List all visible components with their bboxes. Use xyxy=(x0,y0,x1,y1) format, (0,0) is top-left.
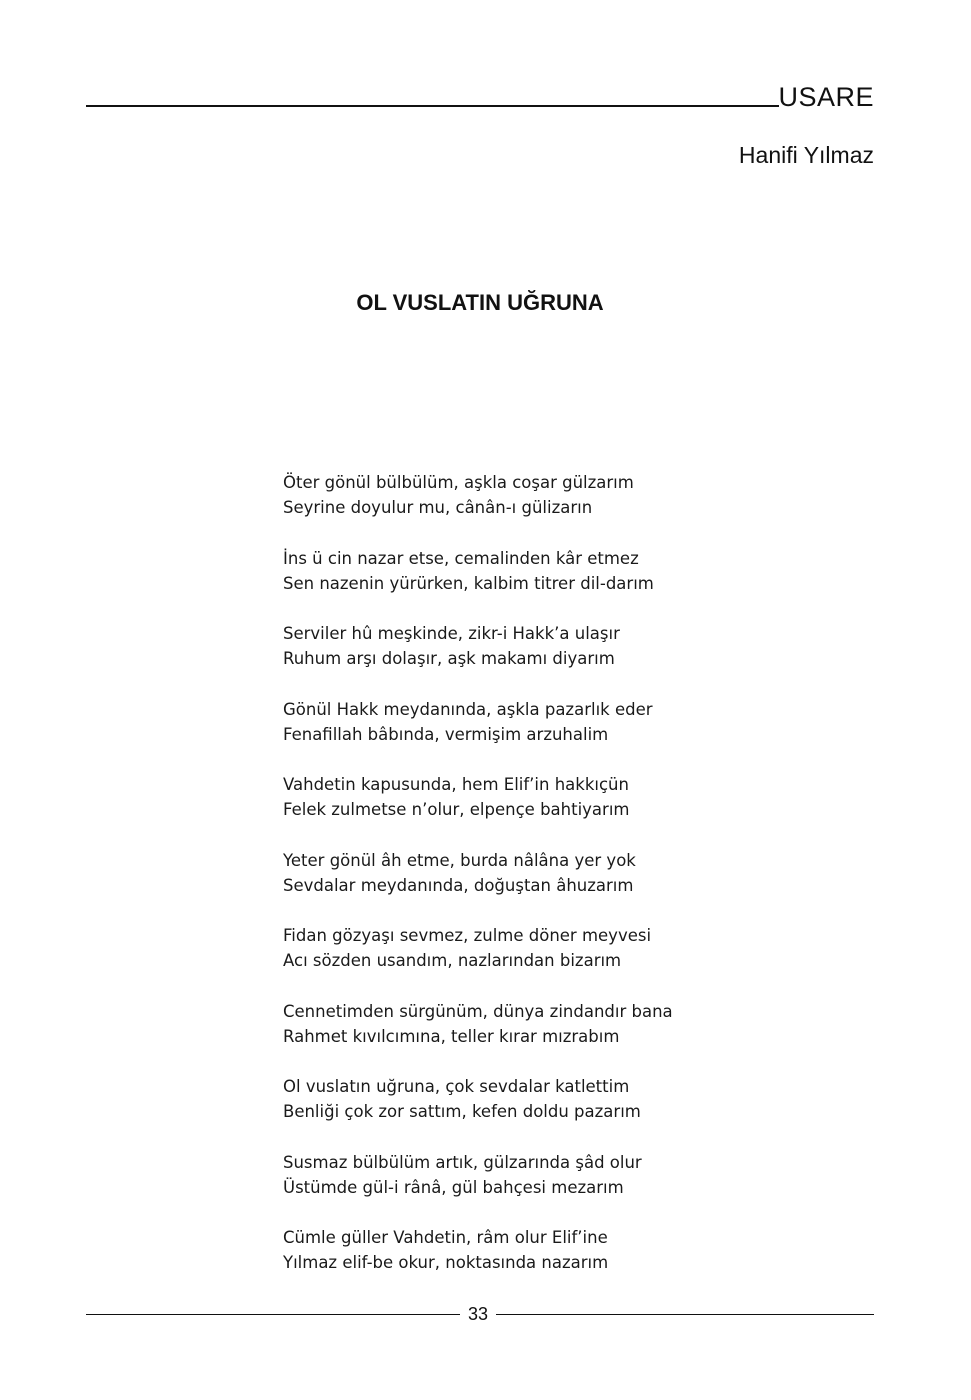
header-rule xyxy=(86,105,779,107)
stanza xyxy=(283,621,923,697)
poem-line: Rahmet kıvılcımına, teller kırar mızrabım xyxy=(283,1026,620,1046)
footer-rule-right xyxy=(496,1314,874,1315)
poem-line: Yeter gönül âh etme, burda nâlâna yer yok xyxy=(283,850,636,870)
poem-body xyxy=(283,470,923,1301)
poem-line: Gönül Hakk meydanında, aşkla pazarlık eder xyxy=(283,699,653,719)
stanza xyxy=(283,772,923,848)
poem-line: Yılmaz elif-be okur, noktasında nazarım xyxy=(283,1253,609,1272)
poem-line: Ol vuslatın uğruna, çok sevdalar katlettim xyxy=(283,1077,630,1096)
poem-title: OL VUSLATIN UĞRUNA xyxy=(356,290,604,315)
poem-line: İns ü cin nazar etse, cemalinden kâr etmez xyxy=(283,548,639,568)
poem-line: Ruhum arşı dolaşır, aşk makamı diyarım xyxy=(283,649,615,668)
poem-line: Üstümde gül-i rânâ, gül bahçesi mezarım xyxy=(283,1177,624,1197)
stanza xyxy=(283,848,923,924)
poem-line: Seyrine doyulur mu, cânân-ı gülizarın xyxy=(283,498,593,517)
poem-line: Susmaz bülbülüm artık, gülzarında şâd olur xyxy=(283,1152,642,1172)
poem-line: Vahdetin kapusunda, hem Elif’in hakkıçün xyxy=(283,775,629,794)
stanza xyxy=(283,999,923,1075)
page-number: 33 xyxy=(467,1304,489,1324)
poem-line: Felek zulmetse n’olur, elpençe bahtiyarım xyxy=(283,800,630,819)
poem-line: Sen nazenin yürürken, kalbim titrer dil-darım xyxy=(283,573,654,593)
stanza xyxy=(283,1225,923,1301)
stanza xyxy=(283,1074,923,1150)
stanza xyxy=(283,923,923,999)
poem-line: Cennetimden sürgünüm, dünya zindandır bana xyxy=(283,1001,673,1021)
stanza xyxy=(283,470,923,546)
poem-line: Fidan gözyaşı sevmez, zulme döner meyvesi xyxy=(283,926,652,945)
stanza xyxy=(283,697,923,773)
page-footer xyxy=(86,1302,874,1326)
poem-line: Sevdalar meydanında, doğuştan âhuzarım xyxy=(283,875,634,895)
stanza xyxy=(283,546,923,622)
poem-line: Serviler hû meşkinde, zikr-i Hakk’a ulaşır xyxy=(283,624,620,643)
poem-line: Cümle güller Vahdetin, râm olur Elif’ine xyxy=(283,1228,608,1247)
author-name: Hanifi Yılmaz xyxy=(738,142,874,168)
footer-rule-left xyxy=(86,1314,460,1315)
poem-line: Benliği çok zor sattım, kefen doldu pazarım xyxy=(283,1102,641,1121)
stanza xyxy=(283,1150,923,1226)
poem-line: Acı sözden usandım, nazlarından bizarım xyxy=(283,951,622,970)
journal-name: USARE xyxy=(778,82,874,112)
poem-line: Fenafillah bâbında, vermişim arzuhalim xyxy=(283,724,609,744)
poem-line: Öter gönül bülbülüm, aşkla coşar gülzarım xyxy=(283,473,634,492)
